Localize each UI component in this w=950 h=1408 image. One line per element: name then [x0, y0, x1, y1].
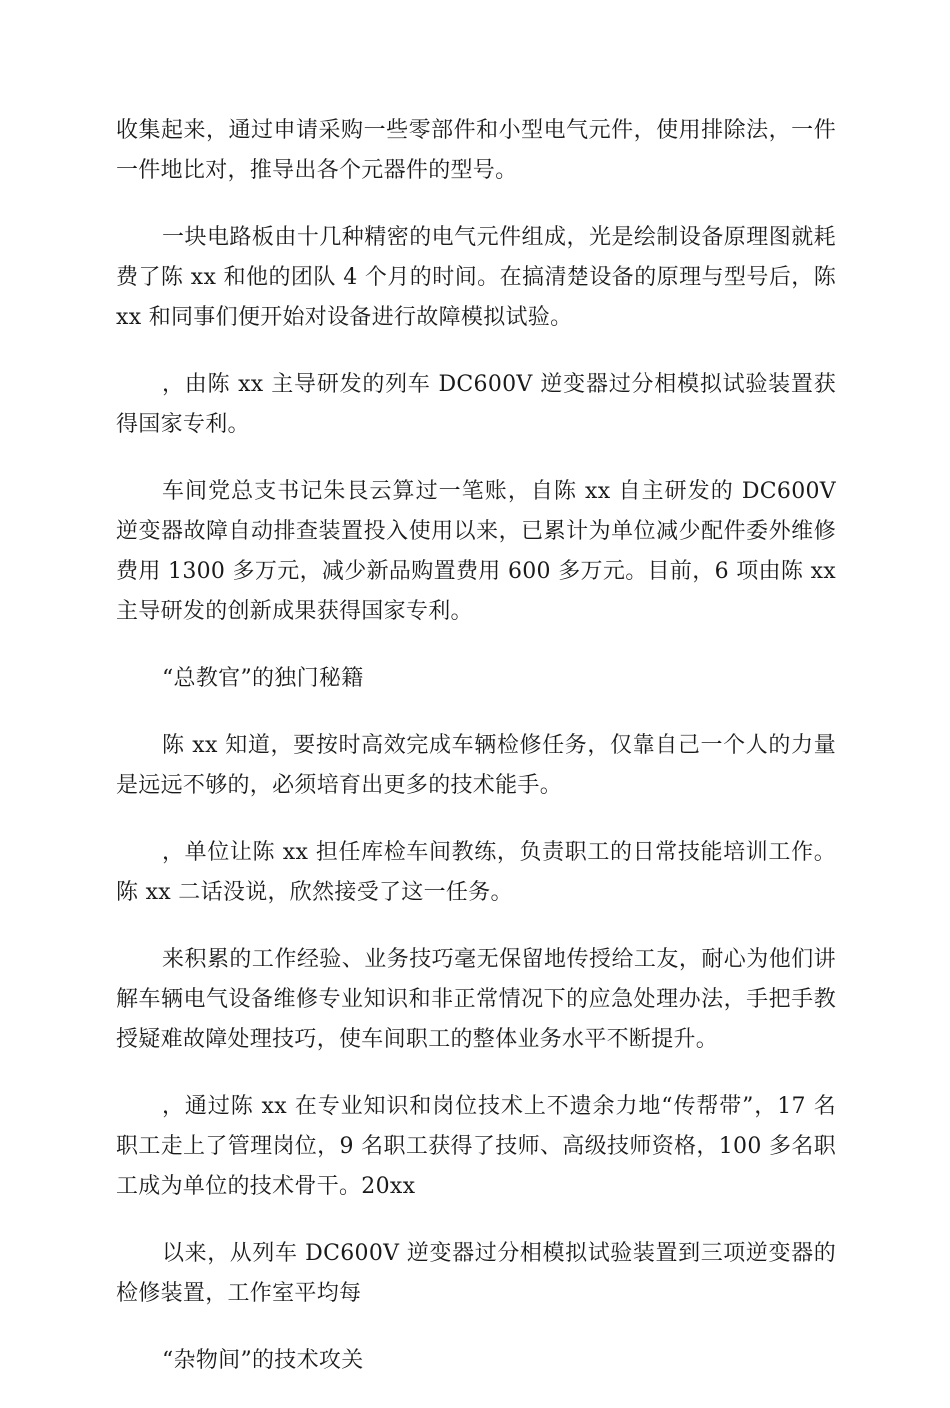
paragraph-5: 陈 xx 知道，要按时高效完成车辆检修任务，仅靠自己一个人的力量是远远不够的，必须培育出更多的技术能手。	[116, 733, 836, 798]
section-heading-storage-room: “杂物间”的技术攻关	[162, 1348, 364, 1373]
paragraph-9: 以来，从列车 DC600V 逆变器过分相模拟试验装置到三项逆变器的检修装置，工作室平均每	[116, 1241, 836, 1306]
paragraph-2: 一块电路板由十几种精密的电气元件组成，光是绘制设备原理图就耗费了陈 xx 和他的团队 4 个月的时间。在搞清楚设备的原理与型号后，陈 xx 和同事们便开始对设备进行故障模拟试验。	[116, 225, 836, 330]
paragraph-8: ，通过陈 xx 在专业知识和岗位技术上不遗余力地“传帮带”，17 名职工走上了管理岗位，9 名职工获得了技师、高级技师资格，100 多名职工成为单位的技术骨干。20xx	[116, 1094, 836, 1199]
paragraph-4: 车间党总支书记朱艮云算过一笔账，自陈 xx 自主研发的 DC600V 逆变器故障自动排查装置投入使用以来，已累计为单位减少配件委外维修费用 1300 多万元，减少新品购置费用 600 多万元。目前，6 项由陈 xx 主导研发的创新成果获得国家专利。	[116, 479, 836, 624]
document-body	[116, 111, 836, 1408]
paragraph-1: 收集起来，通过申请采购一些零部件和小型电气元件，使用排除法，一件一件地比对，推导出各个元器件的型号。	[116, 118, 836, 183]
paragraph-3: ，由陈 xx 主导研发的列车 DC600V 逆变器过分相模拟试验装置获得国家专利。	[116, 372, 836, 437]
section-heading-chief-instructor: “总教官”的独门秘籍	[162, 666, 364, 691]
paragraph-6: ，单位让陈 xx 担任库检车间教练，负责职工的日常技能培训工作。陈 xx 二话没说，欣然接受了这一任务。	[116, 840, 836, 905]
paragraph-7: 来积累的工作经验、业务技巧毫无保留地传授给工友，耐心为他们讲解车辆电气设备维修专业知识和非正常情况下的应急处理办法，手把手教授疑难故障处理技巧，使车间职工的整体业务水平不断提升。	[116, 947, 836, 1052]
